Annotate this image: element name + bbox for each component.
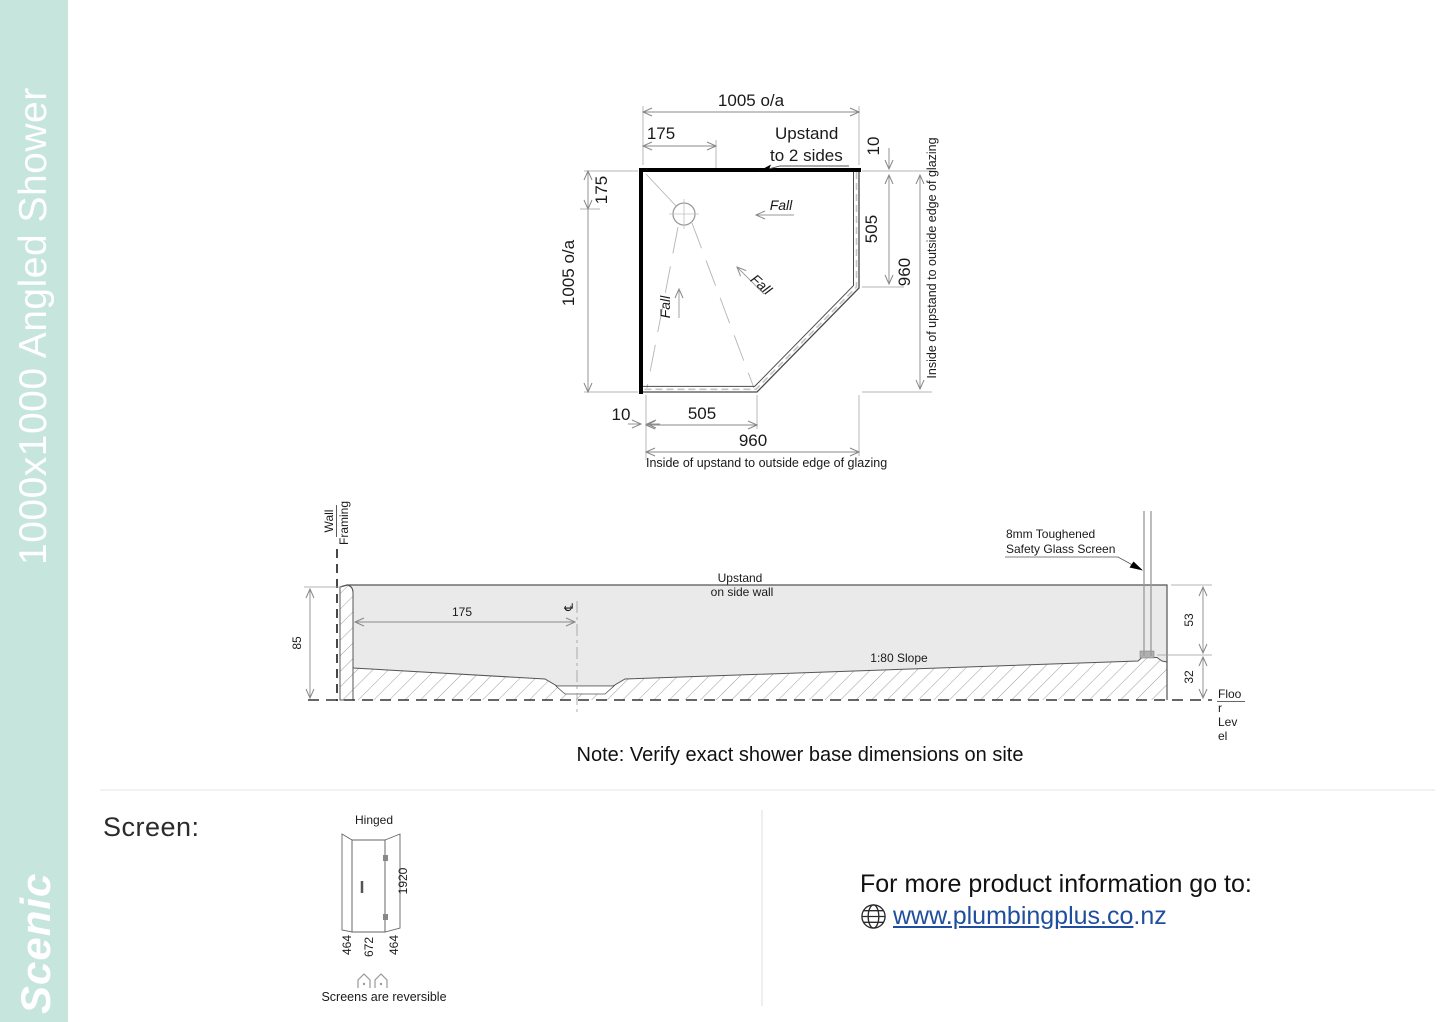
dim-10-right: 10 [864,136,883,156]
dim-960-bottom: 960 [738,431,768,450]
dim-505-bottom: 505 [687,404,717,423]
fall-annotation-diagonal [737,267,776,298]
upstand-note-line2: to 2 sides [770,146,843,165]
floor-level-label [1217,687,1245,743]
dim-960-right: 960 [895,257,914,287]
brand-logo: Scenic [12,872,59,1014]
upstand-note-line1: Upstand [775,124,839,143]
reversible-icons [358,974,387,988]
site-note: Note: Verify exact shower base dimensions on site [576,744,1024,766]
dim-175-section: 175 [451,605,473,619]
dim-85: 85 [290,636,304,650]
dim-10-bottom: 10 [611,405,631,424]
fall-label: Fall [657,295,673,319]
floor-level-l4: el [1218,729,1228,743]
upstand-side-wall-label-2: on side wall [710,585,774,599]
upstand-note [757,124,849,172]
upstand-hatch [340,585,353,700]
reversible-note: Screens are reversible [321,990,447,1004]
screen-heading: Screen: [103,812,200,842]
floor-level-l1: Floo [1218,687,1242,701]
centerline-symbol: ℄ [562,603,576,611]
dim-53: 53 [1182,613,1196,627]
screen-dim-height: 1920 [396,867,410,895]
fall-label: Fall [747,270,776,298]
dim-175-top: 175 [646,124,676,143]
screen-panels [342,834,400,932]
product-info-text: For more product information go to: [860,870,1252,898]
door-hinge-bottom [383,914,388,920]
plan-view [559,91,939,470]
door-hinge-top [383,855,388,861]
upstand-side-wall-label-1: Upstand [717,571,763,585]
dim-1005-top: 1005 o/a [717,91,785,110]
floor-level-l3: Lev [1218,715,1238,729]
screen-dim-right: 464 [387,934,401,956]
website-link-suffix[interactable]: .nz [1133,902,1167,930]
website-link-main[interactable]: www.plumbingplus.co [893,902,1134,930]
glazing-label-bottom: Inside of upstand to outside edge of glazing [646,456,888,470]
slope-label: 1:80 Slope [870,651,928,665]
wall-framing-label-1: Wall [322,509,336,533]
website-link[interactable] [893,902,1167,931]
wall-framing-label-2: Framing [337,500,351,546]
horizontal-divider [100,789,1435,791]
dim-10-bottom-group [612,405,660,424]
glass-label-line2: Safety Glass Screen [1006,542,1116,556]
globe-icon [860,903,887,930]
screen-elevation [321,813,446,1004]
fall-label: Fall [769,197,793,213]
fall-annotation-horizontal [756,197,794,215]
section-view [290,501,1245,743]
product-title: 1000x1000 Angled Shower [12,87,55,565]
glass-screen-note [1005,527,1143,571]
product-info [860,870,1340,931]
fall-crease-lines [646,174,754,388]
dim-175-left: 175 [592,175,611,205]
screen-dim-left: 464 [340,934,354,956]
floor-level-l2: r [1218,701,1222,715]
vertical-divider [761,810,763,1006]
dim-32: 32 [1182,670,1196,684]
dim-505-right: 505 [862,214,881,244]
glass-label-line1: 8mm Toughened [1006,527,1096,541]
screen-type-label: Hinged [354,813,394,827]
fall-annotation-vertical [657,289,679,318]
screen-dim-center: 672 [362,936,376,958]
dim-1005-left: 1005 o/a [559,239,578,307]
drain-trap [556,686,614,694]
glazing-label-right: Inside of upstand to outside edge of glazing [925,137,939,379]
